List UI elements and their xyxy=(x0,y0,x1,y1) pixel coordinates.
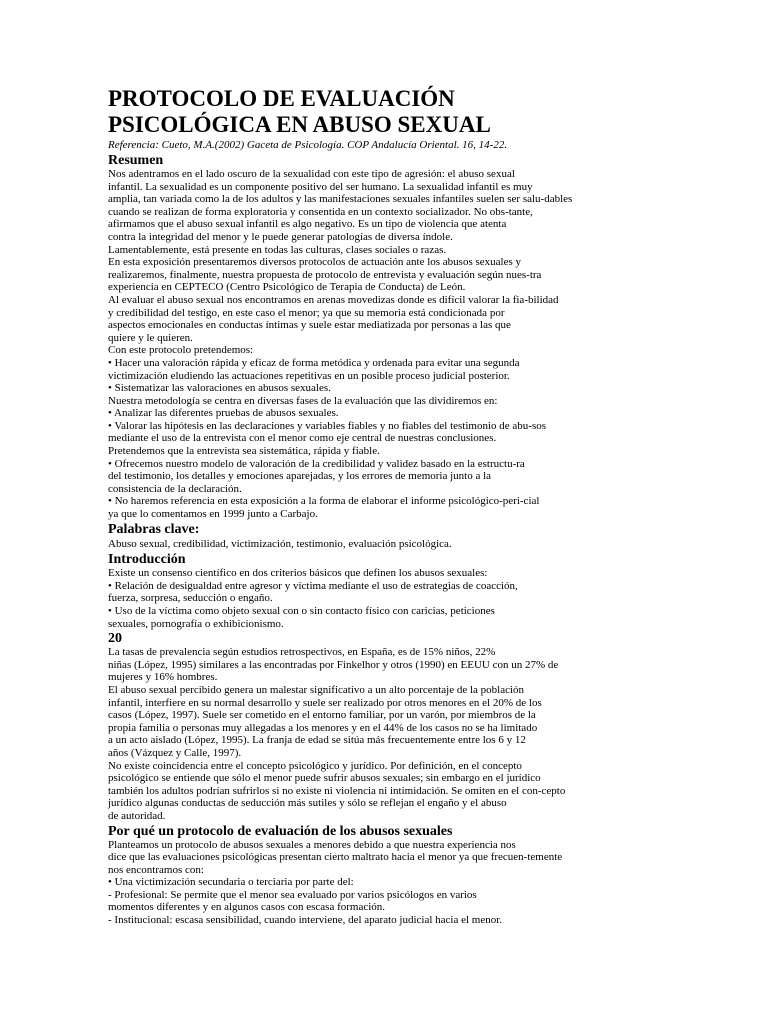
text-line: • Uso de la víctima como objeto sexual con o sin contacto físico con caricias, peticiones xyxy=(108,605,495,617)
document-title-line-2: PSICOLÓGICA EN ABUSO SEXUAL xyxy=(108,112,491,137)
text-line: - Institucional: escasa sensibilidad, cuando interviene, del aparato judicial hacia el menor. xyxy=(108,914,503,927)
text-line: Abuso sexual, credibilidad, victimización, testimonio, evaluación psicológica. xyxy=(108,537,452,550)
text-line: • Valorar las hipótesis en las declaraciones y variables fiables y no fiables del testimonio de abu-sos xyxy=(108,419,547,432)
text-line: dice que las evaluaciones psicológicas presentan cierto maltrato hacia el menor ya que frecuen-temente xyxy=(108,851,563,864)
text-line: años (Vázquez y Calle, 1997). xyxy=(108,746,242,759)
text-line: consistencia de la declaración. xyxy=(108,482,242,495)
text-line: amplia, tan variada como la de los adultos y las manifestaciones sexuales infantiles suelen ser salu-dables xyxy=(108,193,573,206)
text-line: victimización eludiendo las actuaciones repetitivas en un posible proceso judicial posterior. xyxy=(108,369,510,382)
text-line: sexuales, pornografía o exhibicionismo. xyxy=(108,617,284,630)
text-line: fuerza, sorpresa, seducción o engaño. xyxy=(108,592,273,605)
page-number: 20 xyxy=(108,631,122,647)
text-line: aspectos emocionales en conductas íntimas y suele estar mediatizada por personas a las que xyxy=(108,319,511,332)
text-line: • Ofrecemos nuestro modelo de valoración de la credibilidad y validez basado en la estructu-ra xyxy=(108,457,525,470)
heading-introduccion: Introducción xyxy=(108,552,186,568)
text-line: experiencia en CEPTECO (Centro Psicológico de Terapia de Conducta) de León. xyxy=(108,281,466,294)
text-line: No existe coincidencia entre el concepto psicológico y jurídico. Por definición, en el concepto xyxy=(108,759,522,772)
text-line: y credibilidad del testigo, en este caso el menor; ya que su memoria está condicionada por xyxy=(108,306,505,319)
text-line: Nuestra metodología se centra en diversas fases de la evaluación que las dividiremos en: xyxy=(108,394,498,407)
text-line: Existe un consenso científico en dos criterios básicos que definen los abusos sexuales: xyxy=(108,567,488,580)
text-line: mujeres y 16% hombres. xyxy=(108,671,218,684)
text-line: • Sistematizar las valoraciones en abusos sexuales. xyxy=(108,382,331,395)
text-line: En esta exposición presentaremos diversos protocolos de actuación ante los abusos sexuales y xyxy=(108,256,521,269)
text-line: mediante el uso de la entrevista con el menor como eje central de nuestras conclusiones. xyxy=(108,432,497,445)
text-line: • Relación de desigualdad entre agresor y víctima mediante el uso de estrategias de coacción, xyxy=(108,579,518,592)
text-line: contra la integridad del menor y le puede generar patologías de diversa índole. xyxy=(108,230,453,243)
section-palabras-clave xyxy=(108,538,608,551)
text-line: Pretendemos que la entrevista sea sistemática, rápida y fiable. xyxy=(108,445,380,458)
text-line: infantil, interfiere en su normal desarrollo y suele ser realizado por otros menores en el 20% de los xyxy=(108,696,542,709)
text-line: propia familia o personas muy allegadas a los menores y en el 44% de los casos no se ha limitado xyxy=(108,721,538,734)
text-line: • Analizar las diferentes pruebas de abusos sexuales. xyxy=(108,407,339,420)
text-line: Nos adentramos en el lado oscuro de la sexualidad con este tipo de agresión: el abuso sexual xyxy=(108,168,515,180)
text-line: realizaremos, finalmente, nuestra propuesta de protocolo de entrevista y evaluación según nues-tra xyxy=(108,268,542,281)
text-line: El abuso sexual percibido genera un malestar significativo a un alto porcentaje de la población xyxy=(108,683,525,696)
heading-palabras-clave: Palabras clave: xyxy=(108,521,200,537)
text-line: afirmamos que el abuso sexual infantil es algo negativo. Es un tipo de violencia que atenta xyxy=(108,218,507,231)
heading-resumen: Resumen xyxy=(108,153,164,168)
text-line: ya que lo comentamos en 1999 junto a Carbajo. xyxy=(108,508,318,521)
document-page xyxy=(108,86,608,927)
document-reference: Referencia: Cueto, M.A.(2002) Gaceta de Psicología. COP Andalucía Oriental. 16, 14-22. xyxy=(108,139,508,151)
heading-por-que: Por qué un protocolo de evaluación de los abusos sexuales xyxy=(108,823,453,839)
text-line: Al evaluar el abuso sexual nos encontramos en arenas movedizas donde es difícil valorar la fia-bilidad xyxy=(108,293,559,306)
text-line: también los adultos podrían sufrirlos si no existe ni violencia ni intimidación. Se omiten en el con-cepto xyxy=(108,784,566,797)
section-continuacion xyxy=(108,646,608,822)
text-line: cuando se realizan de forma exploratoria y consentida en un contexto socializador. No obs-tante, xyxy=(108,205,533,218)
text-line: • Hacer una valoración rápida y eficaz de forma metódica y ordenada para evitar una segunda xyxy=(108,356,520,369)
text-line: Planteamos un protocolo de abusos sexuales a menores debido a que nuestra experiencia nos xyxy=(108,838,516,851)
text-line: de autoridad. xyxy=(108,809,166,822)
text-line: psicológico se entiende que sólo el menor puede sufrir abusos sexuales; sin embargo en el jurídico xyxy=(108,772,541,785)
text-line: jurídico algunas conductas de seducción más sutiles y sólo se reflejan el engaño y el abuso xyxy=(108,797,507,810)
text-line: nos encontramos con: xyxy=(108,863,204,876)
section-resumen xyxy=(108,168,608,521)
text-line: del testimonio, los detalles y emociones aparejadas, y los errores de memoria junto a la xyxy=(108,470,492,483)
text-line: • No haremos referencia en esta exposición a la forma de elaborar el informe psicológico-peri-cial xyxy=(108,495,540,508)
text-line: - Profesional: Se permite que el menor sea evaluado por varios psicólogos en varios xyxy=(108,888,477,901)
document-title-line-1: PROTOCOLO DE EVALUACIÓN xyxy=(108,86,455,111)
text-line: quiere y le quieren. xyxy=(108,331,193,344)
section-por-que xyxy=(108,839,608,927)
text-line: Lamentablemente, está presente en todas las culturas, clases sociales o razas. xyxy=(108,243,447,256)
text-line: niñas (López, 1995) similares a las encontradas por Finkelhor y otros (1990) en EEUU con un 27% de xyxy=(108,658,559,671)
text-line: • Una victimización secundaria o terciaria por parte del: xyxy=(108,876,354,889)
text-line: Con este protocolo pretendemos: xyxy=(108,344,254,357)
section-introduccion xyxy=(108,567,608,630)
text-line: a un acto aislado (López, 1995). La franja de edad se sitúa más frecuentemente entre los 6 y 12 xyxy=(108,734,526,747)
text-line: momentos diferentes y en algunos casos con escasa formación. xyxy=(108,901,386,914)
text-line: La tasas de prevalencia según estudios retrospectivos, en España, es de 15% niños, 22% xyxy=(108,646,496,659)
text-line: infantil. La sexualidad es un componente positivo del ser humano. La sexualidad infantil es muy xyxy=(108,180,533,193)
text-line: casos (López, 1997). Suele ser cometido en el entorno familiar, por un varón, por miembros de la xyxy=(108,709,536,722)
